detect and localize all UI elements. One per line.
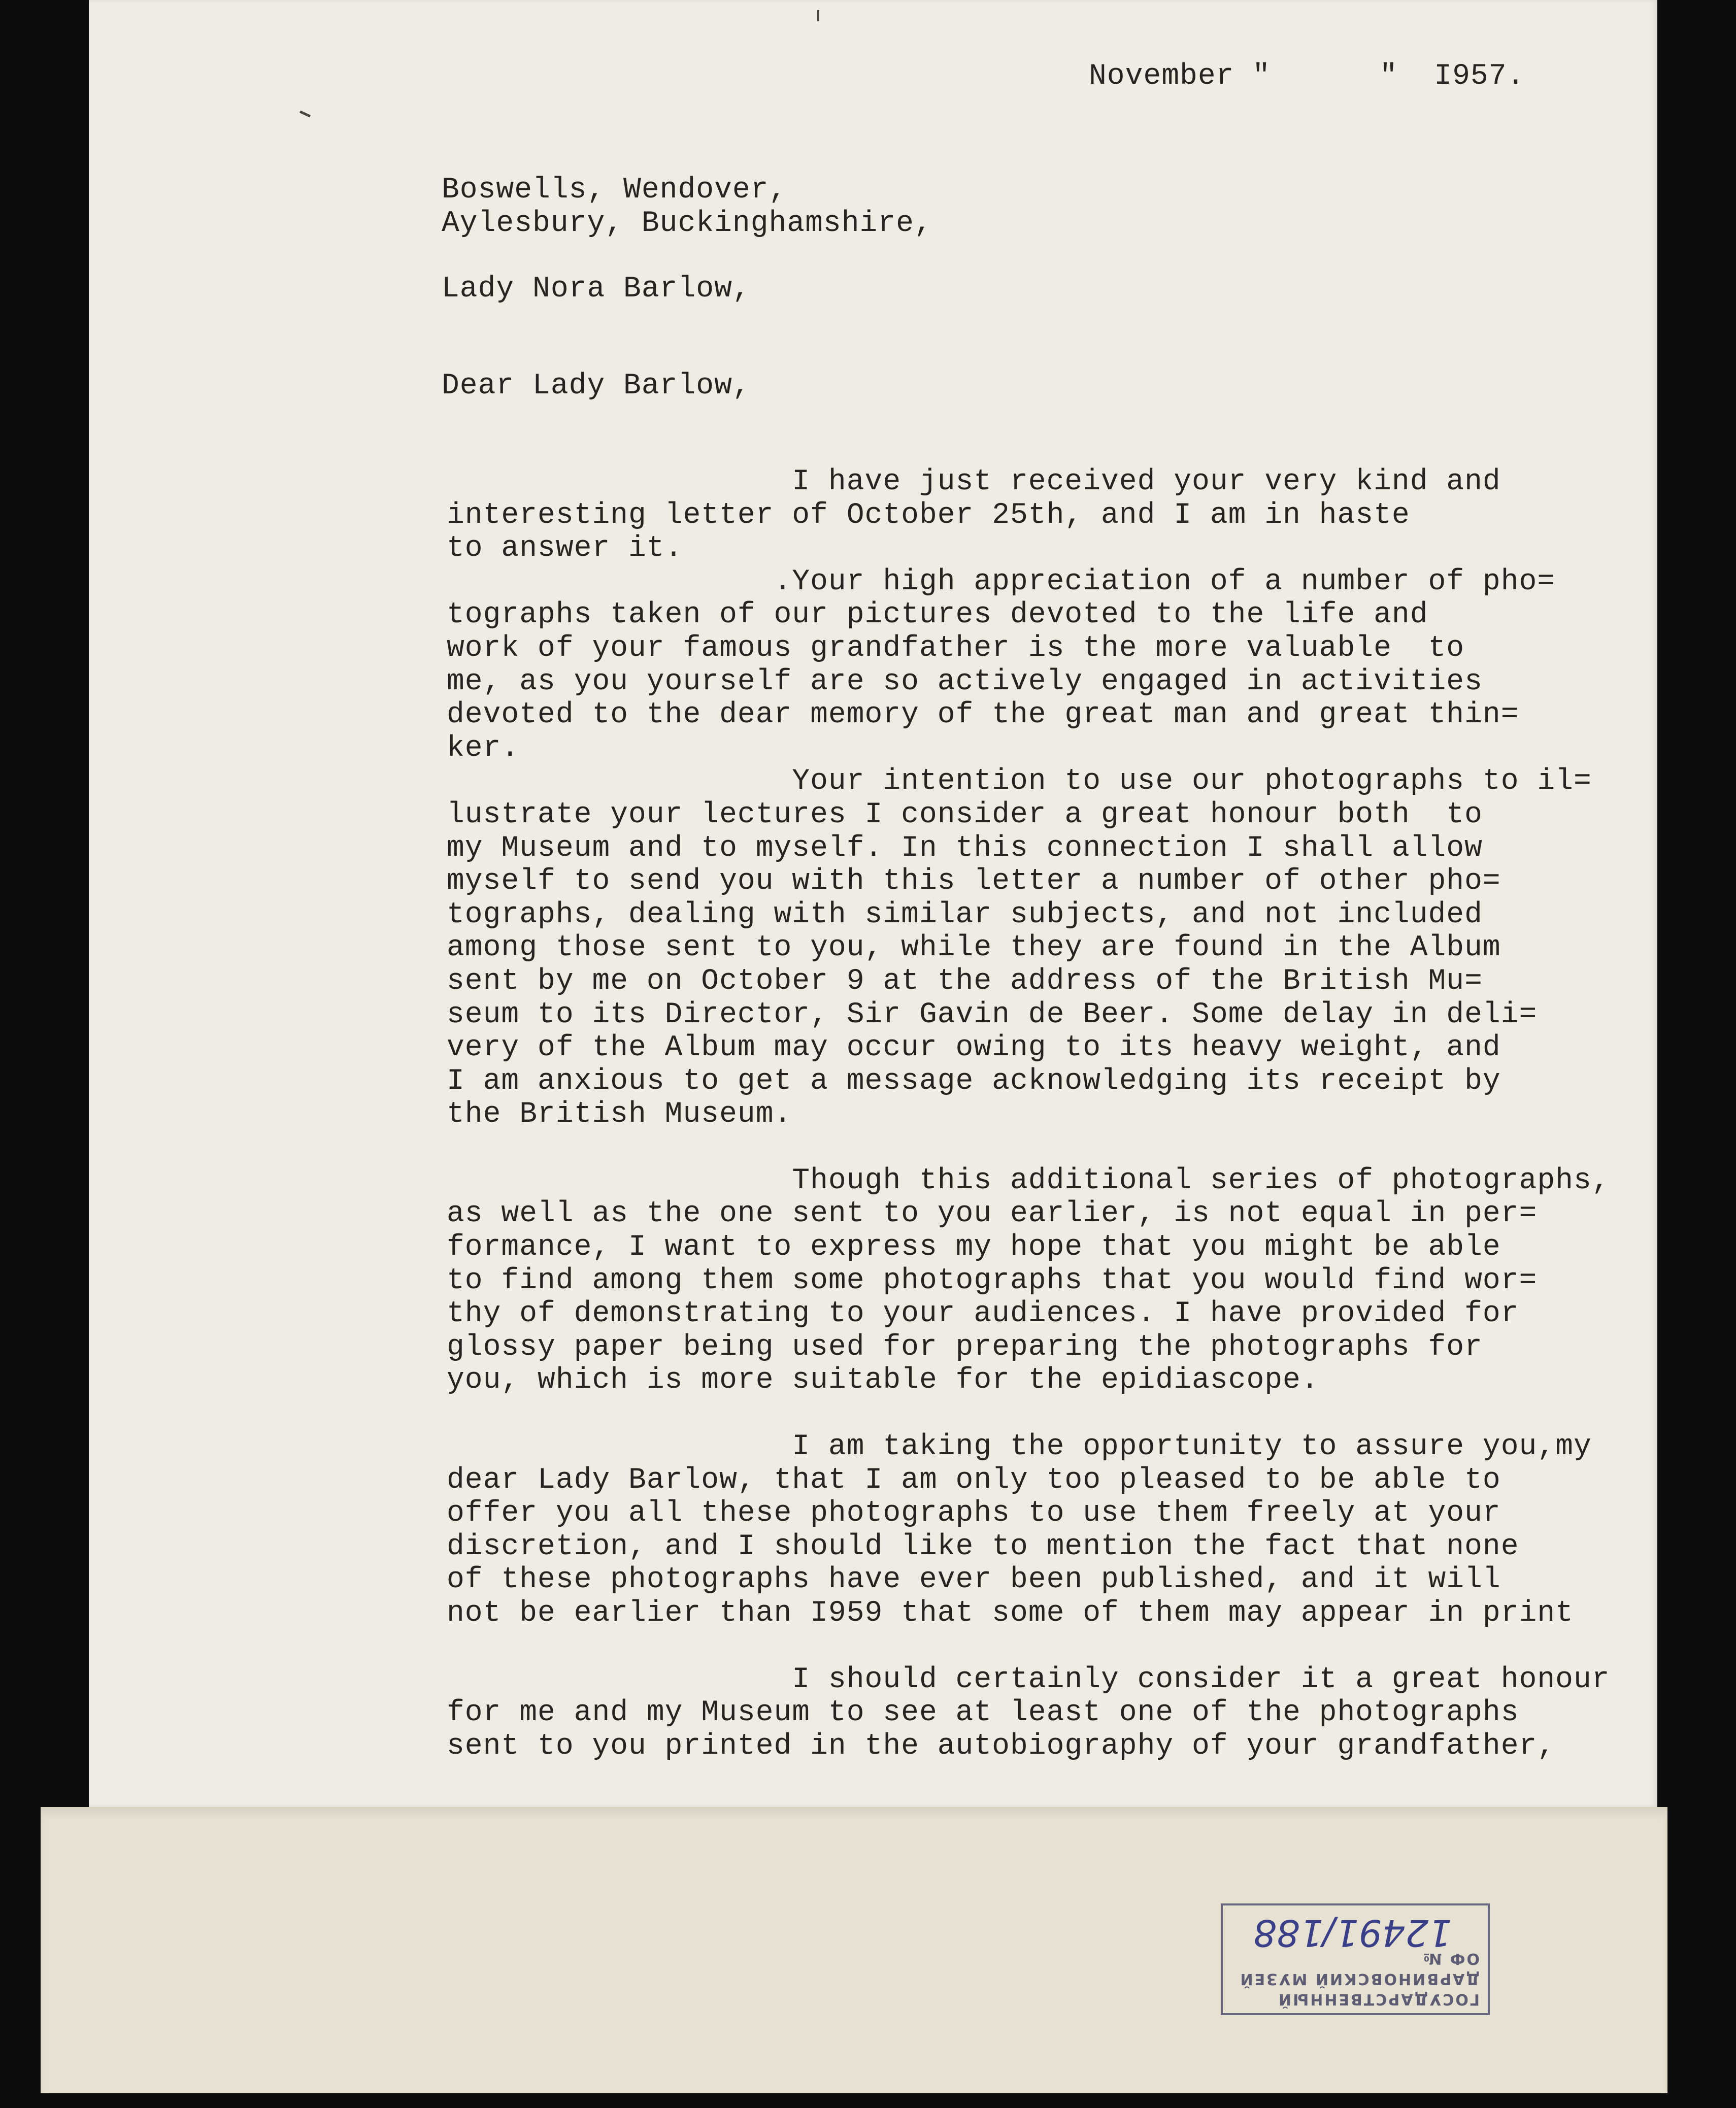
body-line: very of the Album may occur owing to its heavy weight, and — [447, 1031, 1501, 1065]
body-line: to find among them some photographs that you would find wor= — [447, 1264, 1538, 1297]
body-line: the British Museum. — [447, 1098, 792, 1131]
body-line: discretion, and I should like to mention the fact that none — [447, 1530, 1519, 1563]
body-line: for me and my Museum to see at least one of the photographs — [447, 1696, 1519, 1730]
address-line: Boswells, Wendover, — [442, 174, 787, 207]
body-line: as well as the one sent to you earlier, is not equal in per= — [447, 1197, 1538, 1231]
paragraph — [447, 465, 1610, 1131]
body-line: tographs, dealing with similar subjects, and not included — [447, 898, 1483, 931]
body-line: to answer it. — [447, 532, 683, 565]
body-line: ker. — [447, 731, 520, 765]
body-line: I am anxious to get a message acknowledging its receipt by — [447, 1064, 1501, 1098]
body-line: lustrate your lectures I consider a great honour both to — [447, 798, 1483, 831]
body-line: dear Lady Barlow, that I am only too pleased to be able to — [447, 1463, 1501, 1497]
body-line: I am taking the opportunity to assure you,my — [447, 1430, 1592, 1464]
body-line: I have just received your very kind and — [447, 465, 1501, 498]
recipient-name: Lady Nora Barlow, — [442, 273, 751, 306]
body-line: Though this additional series of photographs, — [447, 1164, 1610, 1197]
body-line: interesting letter of October 25th, and I am in haste — [447, 498, 1410, 532]
letter-date: November " " I957. — [1089, 60, 1525, 93]
body-line: offer you all these photographs to use them freely at your — [447, 1497, 1501, 1530]
body-line: not be earlier than I959 that some of them may appear in print — [447, 1597, 1574, 1630]
body-line: I should certainly consider it a great honour — [447, 1663, 1610, 1696]
letter-body — [447, 465, 1610, 1763]
body-line: of these photographs have ever been published, and it will — [447, 1563, 1501, 1597]
body-line: formance, I want to express my hope that you might be able — [447, 1231, 1501, 1264]
body-line: glossy paper being used for preparing the photographs for — [447, 1330, 1483, 1364]
body-line: among those sent to you, while they are found in the Album — [447, 931, 1501, 965]
body-line: sent by me on October 9 at the address of the British Mu= — [447, 964, 1483, 998]
stamp-line: ГОСУДАРСТВЕННЫЙ — [1277, 1990, 1480, 2008]
body-line: seum to its Director, Sir Gavin de Beer. Some delay in deli= — [447, 998, 1538, 1031]
body-line: sent to you printed in the autobiography of your grandfather, — [447, 1729, 1556, 1763]
salutation: Dear Lady Barlow, — [442, 370, 751, 403]
paragraph — [447, 1663, 1610, 1763]
body-line: Your intention to use our photographs to il= — [447, 765, 1592, 798]
paragraph — [447, 1164, 1610, 1397]
body-line: tographs taken of our pictures devoted to the life and — [447, 598, 1428, 632]
body-line: myself to send you with this letter a number of other pho= — [447, 865, 1501, 898]
body-line: thy of demonstrating to your audiences. I have provided for — [447, 1297, 1519, 1331]
body-line: my Museum and to myself. In this connection I shall allow — [447, 831, 1483, 865]
stamp-line: ОФ № — [1422, 1950, 1480, 1967]
body-line: me, as you yourself are so actively engaged in activities — [447, 665, 1483, 698]
body-line: you, which is more suitable for the epidiascope. — [447, 1364, 1319, 1397]
paragraph — [447, 1430, 1610, 1630]
stamp-line: ДАРВИНОВСКИЙ МУЗЕЙ — [1239, 1970, 1480, 1988]
body-line: work of your famous grandfather is the more valuable to — [447, 631, 1465, 665]
inventory-number: 12491/188 — [1253, 1912, 1452, 1954]
address-line: Aylesbury, Buckinghamshire, — [442, 207, 932, 240]
paper-mark — [817, 10, 819, 21]
body-line: .Your high appreciation of a number of pho= — [447, 565, 1556, 598]
address-block — [442, 174, 932, 241]
body-line: devoted to the dear memory of the great man and great thin= — [447, 698, 1519, 732]
